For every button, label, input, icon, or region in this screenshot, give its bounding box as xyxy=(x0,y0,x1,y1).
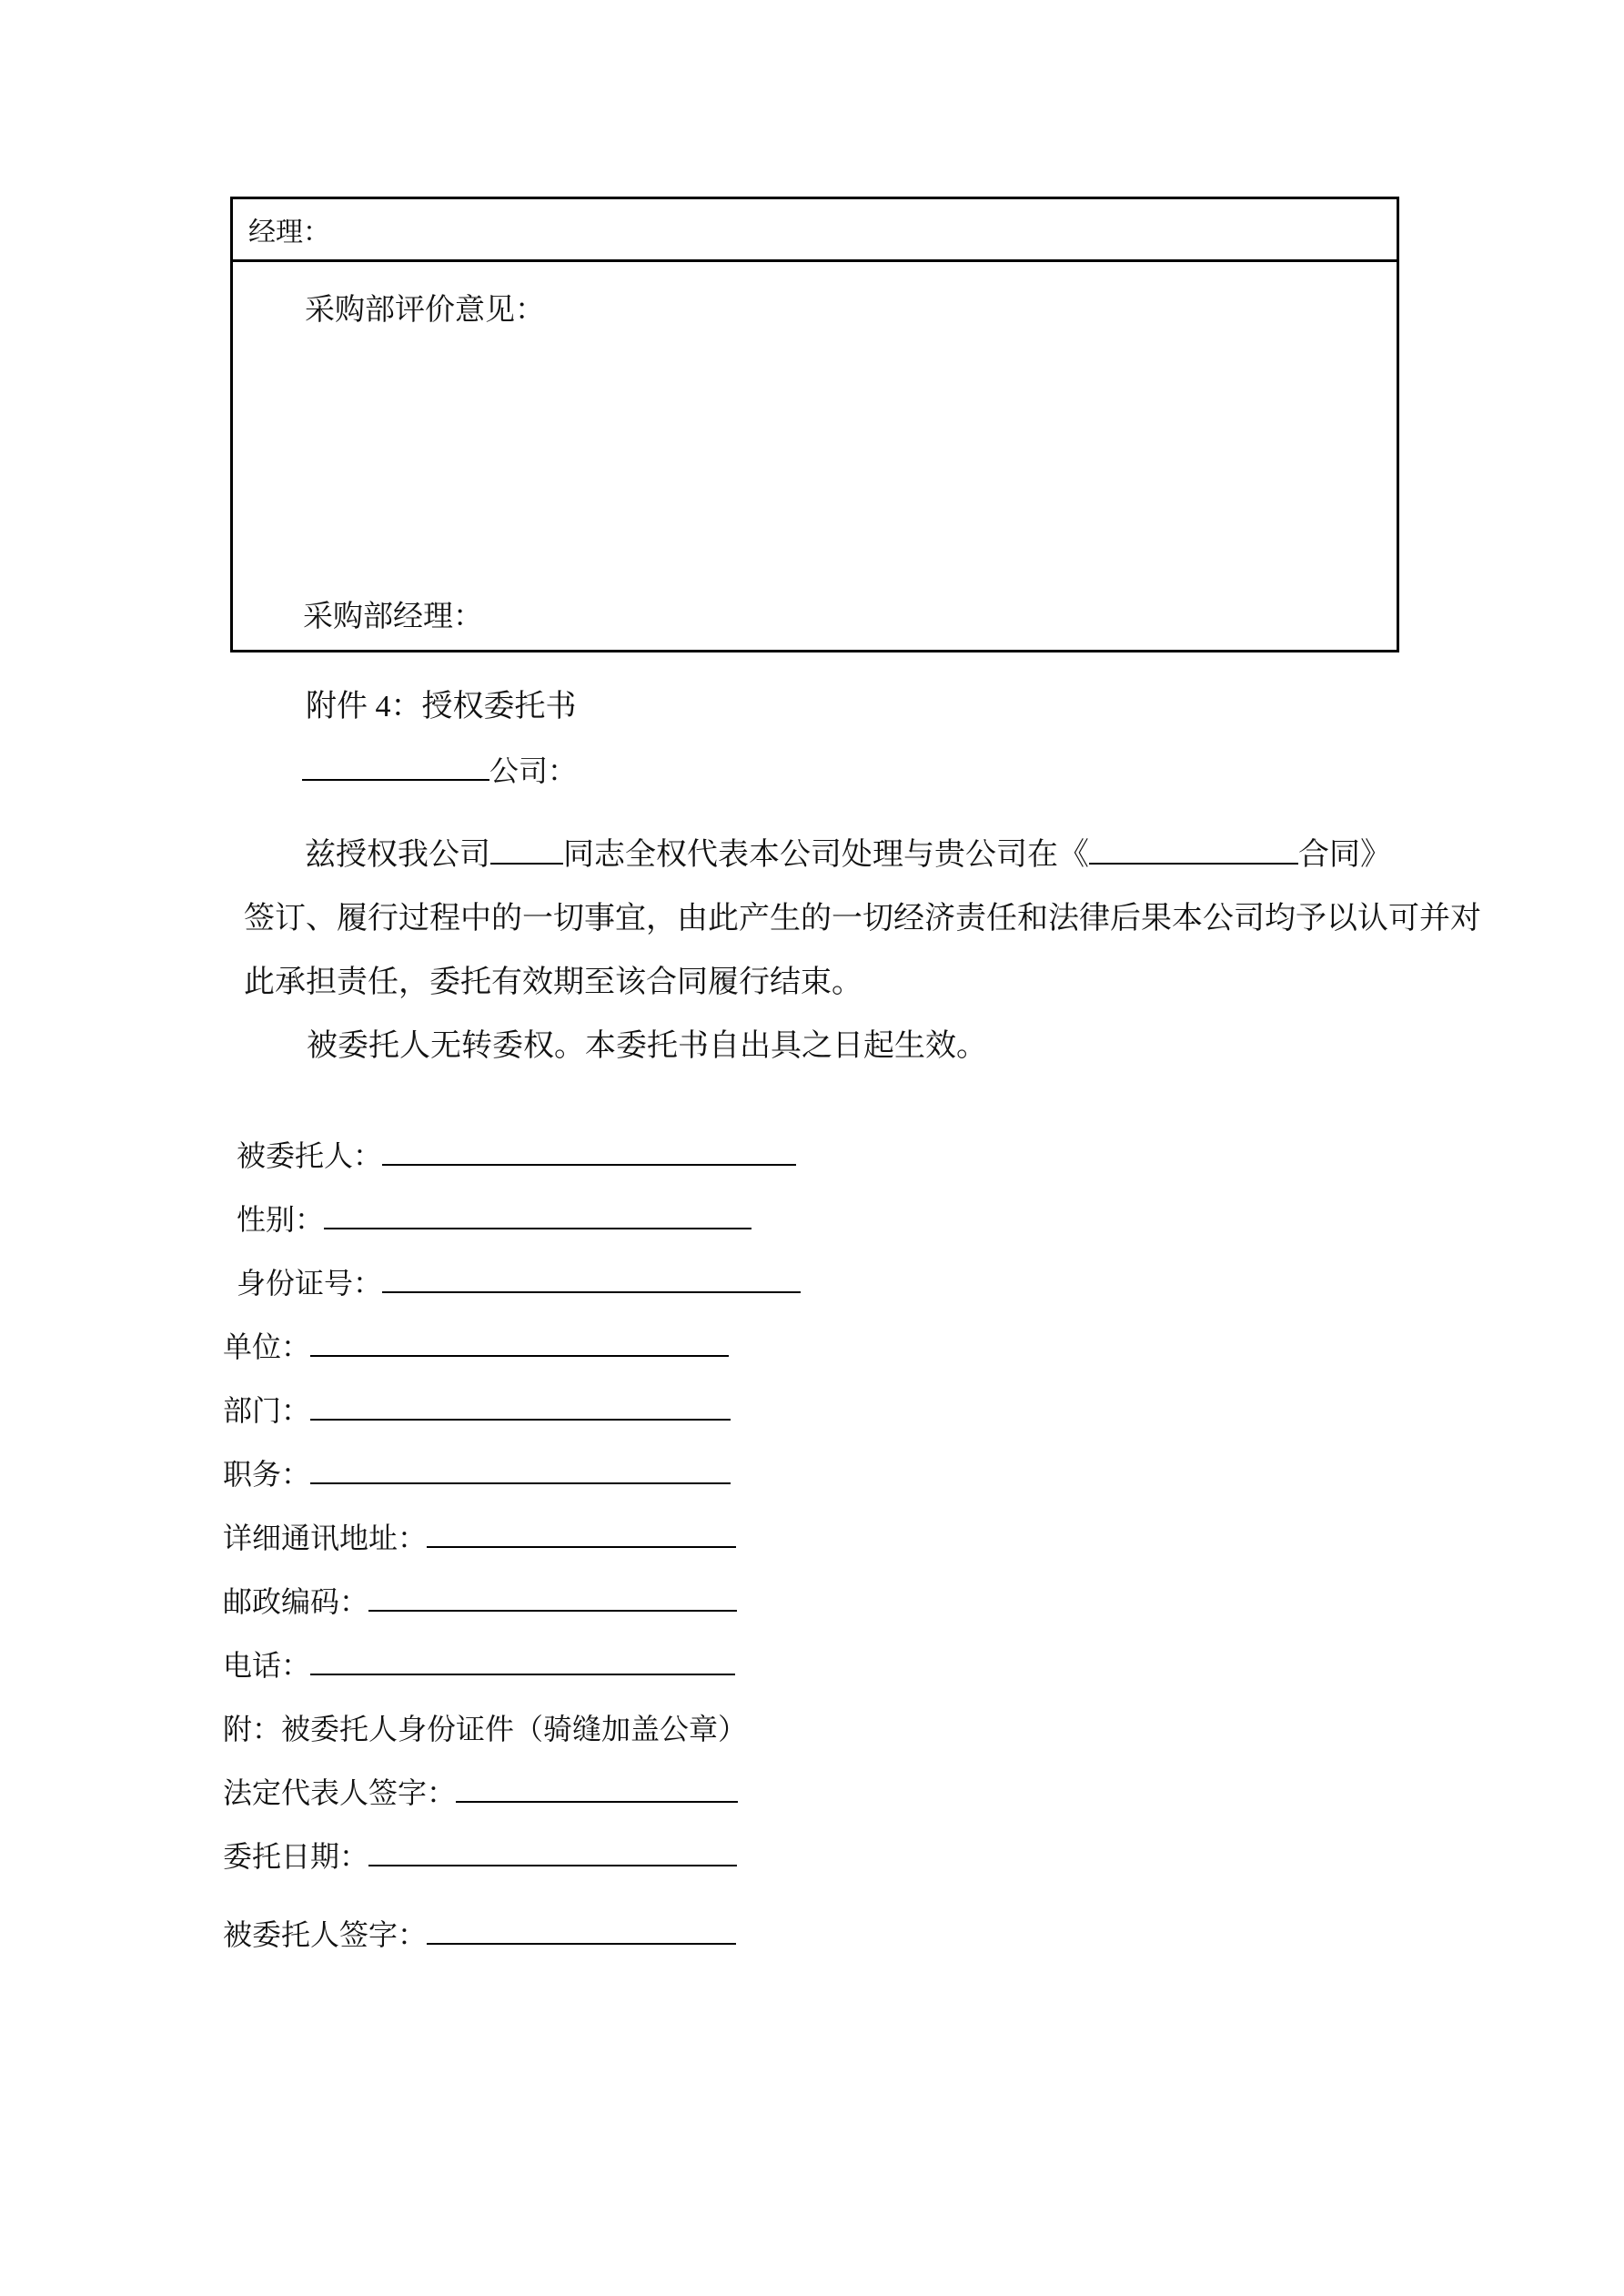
field-label: 邮政编码： xyxy=(223,1585,369,1618)
field-label: 法定代表人签字： xyxy=(223,1776,457,1809)
field-label: 身份证号： xyxy=(237,1267,383,1300)
blank-line xyxy=(1089,830,1298,865)
manager-label: 经理： xyxy=(248,217,330,248)
line-text: 此承担责任，委托有效期至该合同履行结束。 xyxy=(244,966,862,999)
purchasing-eval-label: 采购部评价意见： xyxy=(305,294,545,327)
paragraph-line xyxy=(244,824,1518,887)
field-label: 被委托人： xyxy=(237,1139,383,1172)
line-text: 公司： xyxy=(489,754,578,787)
field-row xyxy=(223,1188,801,1251)
blank-line xyxy=(310,1388,731,1421)
field-label: 性别： xyxy=(237,1203,325,1236)
entrustee-fields xyxy=(223,1124,801,1967)
blank-line xyxy=(456,1770,738,1803)
field-row xyxy=(223,1442,801,1506)
blank-line xyxy=(310,1451,731,1484)
blank-line xyxy=(302,748,489,781)
company-salutation-line xyxy=(302,748,577,790)
field-label: 单位： xyxy=(223,1330,311,1363)
field-row xyxy=(223,1315,801,1379)
blank-line xyxy=(382,1133,796,1166)
field-label: 委托日期： xyxy=(223,1840,369,1873)
paragraph-line xyxy=(244,887,1518,951)
purchasing-eval-cell xyxy=(233,262,1397,650)
field-row xyxy=(223,1570,801,1633)
line-text: 合同》 xyxy=(1298,838,1391,872)
field-row xyxy=(223,1825,801,1888)
blank-line xyxy=(382,1260,801,1293)
attachment-heading: 附件 4：授权委托书 xyxy=(306,690,577,723)
purchasing-dept-manager-label: 采购部经理： xyxy=(303,601,483,633)
line-text: 兹授权我公司 xyxy=(305,838,490,872)
line-text: 签订、履行过程中的一切事宜，由此产生的一切经济责任和法律后果本公司均予以认可并对 xyxy=(244,902,1481,936)
field-row xyxy=(223,1761,801,1825)
blank-line xyxy=(427,1515,736,1548)
field-label: 部门： xyxy=(223,1394,311,1427)
line-text: 同志全权代表本公司处理与贵公司在《 xyxy=(563,838,1089,872)
blank-line xyxy=(490,830,563,865)
field-label: 职务： xyxy=(223,1458,311,1491)
blank-line xyxy=(310,1643,735,1675)
field-label: 附：被委托人身份证件（骑缝加盖公章） xyxy=(223,1713,748,1745)
blank-line xyxy=(324,1197,751,1229)
authorization-paragraph xyxy=(244,824,1518,1015)
field-row xyxy=(223,1697,801,1761)
paragraph-line xyxy=(244,951,1518,1015)
manager-row xyxy=(233,199,1397,262)
field-row xyxy=(223,1124,801,1188)
blank-line xyxy=(368,1834,737,1866)
blank-line xyxy=(310,1324,729,1357)
evaluation-table xyxy=(230,197,1399,652)
field-label: 电话： xyxy=(223,1649,311,1682)
blank-line xyxy=(368,1579,737,1612)
field-row xyxy=(223,1251,801,1315)
field-row xyxy=(223,1903,801,1967)
field-row xyxy=(223,1506,801,1570)
field-label: 被委托人签字： xyxy=(223,1918,428,1951)
no-subdelegation-note: 被委托人无转委权。本委托书自出具之日起生效。 xyxy=(307,1029,987,1063)
blank-line xyxy=(427,1912,736,1945)
field-row xyxy=(223,1379,801,1442)
field-row xyxy=(223,1633,801,1697)
field-label: 详细通讯地址： xyxy=(223,1522,428,1554)
